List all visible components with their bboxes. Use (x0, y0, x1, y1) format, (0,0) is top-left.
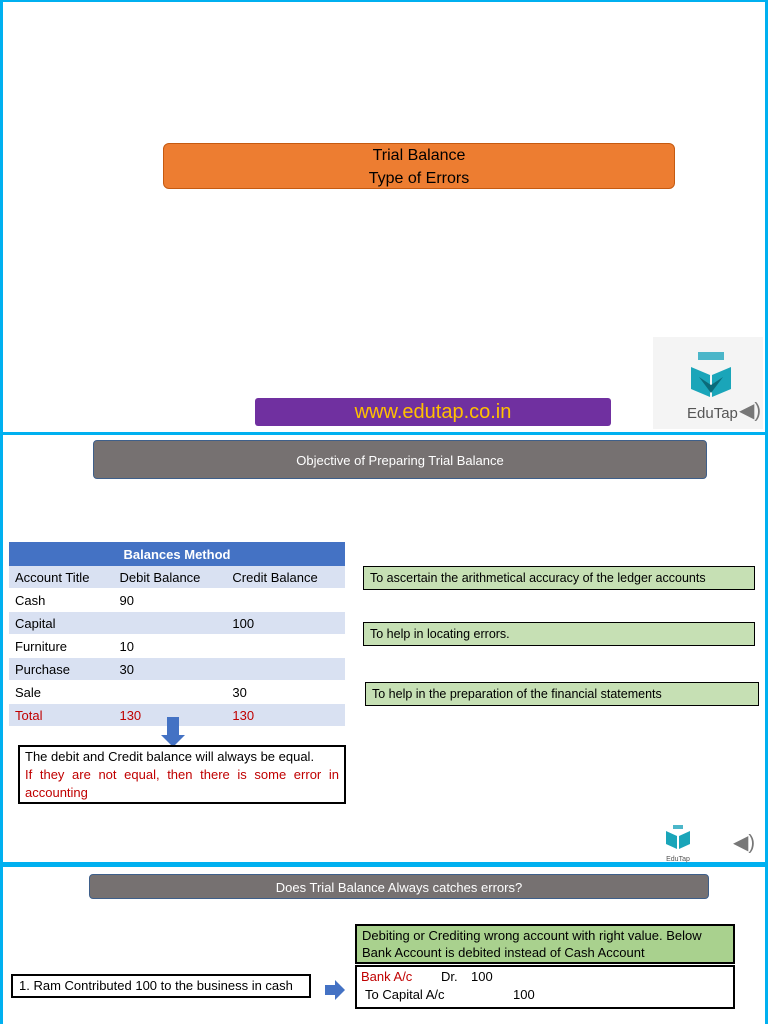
table-cell: Cash (9, 589, 113, 612)
column-header: Debit Balance (113, 566, 226, 589)
title-box (163, 143, 675, 189)
debit-account: Bank A/c (361, 969, 413, 984)
table-cell (226, 635, 345, 658)
equality-note (18, 745, 346, 804)
journal-entry (355, 965, 735, 1009)
dr-label: Dr. (441, 969, 458, 984)
table-cell: Purchase (9, 658, 113, 681)
table-cell (226, 658, 345, 681)
table-row (9, 681, 345, 704)
speaker-icon[interactable]: ◀) (739, 400, 762, 422)
table-cell (113, 612, 226, 635)
table-cell: 130 (226, 704, 345, 727)
title-line-2: Type of Errors (368, 170, 470, 187)
title-line-1: Trial Balance (372, 147, 466, 164)
website-link[interactable]: www.edutap.co.in (255, 398, 611, 426)
debit-amount: 100 (471, 969, 493, 984)
table-cell: 130 (113, 704, 226, 727)
table-cell: 10 (113, 635, 226, 658)
logo-text: EduTap (687, 405, 738, 422)
slide-errors (0, 865, 768, 1024)
credit-account: To Capital A/c (365, 987, 445, 1002)
slide-header: Does Trial Balance Always catches errors? (89, 874, 709, 899)
slide-objective (0, 432, 768, 865)
journal-line-2 (361, 986, 729, 1004)
table-row (9, 658, 345, 681)
table-row (9, 589, 345, 612)
note-warning: If they are not equal, then there is some error in accounting (25, 767, 339, 800)
table-row (9, 612, 345, 635)
objective-box-2: To help in locating errors. (363, 622, 755, 646)
edutap-small-logo (663, 825, 693, 861)
column-header: Account Title (9, 566, 113, 589)
table-cell: 100 (226, 612, 345, 635)
book-icon (691, 363, 731, 397)
small-logo-text: EduTap (666, 856, 690, 863)
down-arrow-icon (167, 717, 179, 735)
table-header-row (9, 566, 345, 589)
right-arrow-icon (325, 985, 335, 995)
table-cell (113, 681, 226, 704)
credit-amount: 100 (513, 987, 535, 1002)
table-cell (226, 589, 345, 612)
journal-line-1 (361, 968, 729, 986)
slide-header: Objective of Preparing Trial Balance (93, 440, 707, 479)
table-cell: 30 (113, 658, 226, 681)
note-text: The debit and Credit balance will always be equal. (25, 749, 315, 764)
slide-title (0, 0, 768, 432)
table-cell: Furniture (9, 635, 113, 658)
table-cell: Total (9, 704, 113, 727)
table-cell: 90 (113, 589, 226, 612)
table-caption: Balances Method (9, 542, 345, 566)
table-cell: Capital (9, 612, 113, 635)
graduation-cap-icon (698, 352, 724, 360)
table-cell: 30 (226, 681, 345, 704)
balances-table (9, 542, 345, 727)
explanation-box: Debiting or Crediting wrong account with right value. Below Bank Account is debited instead of Cash Account (355, 924, 735, 964)
objective-box-3: To help in the preparation of the financial statements (365, 682, 759, 706)
example-item: 1. Ram Contributed 100 to the business in cash (11, 974, 311, 998)
table-row (9, 635, 345, 658)
objective-box-1: To ascertain the arithmetical accuracy of the ledger accounts (363, 566, 755, 590)
table-cell: Sale (9, 681, 113, 704)
column-header: Credit Balance (226, 566, 345, 589)
book-icon (663, 825, 693, 851)
speaker-icon[interactable]: ◀) (733, 832, 756, 854)
